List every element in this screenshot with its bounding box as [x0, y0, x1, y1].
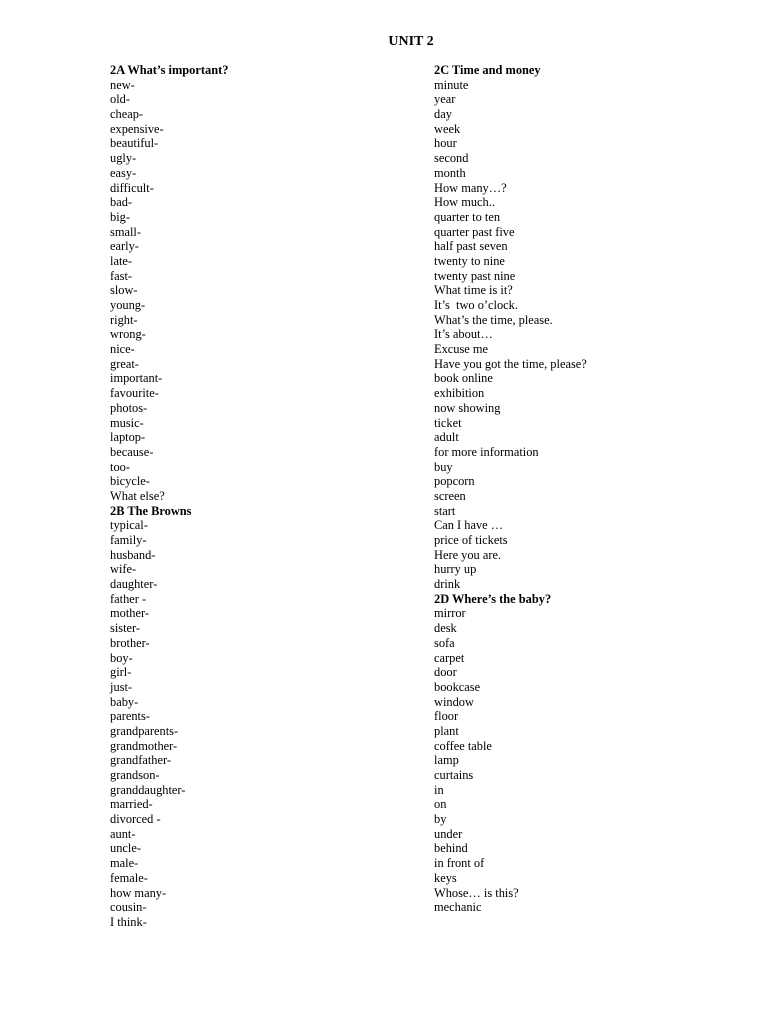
vocabulary-item: twenty to nine	[434, 253, 505, 268]
vocabulary-item: window	[434, 694, 474, 709]
vocabulary-item: cheap-	[110, 107, 144, 122]
vocabulary-item: hurry up	[434, 562, 477, 577]
vocabulary-item: What else?	[110, 488, 165, 503]
vocabulary-item: favourite-	[110, 386, 159, 401]
section-heading: 2C Time and money	[434, 63, 541, 77]
vocabulary-item: Can I have …	[434, 518, 504, 533]
vocabulary-item: It’s two o’clock.	[434, 298, 518, 312]
vocabulary-item: wrong-	[110, 327, 146, 342]
vocabulary-item: plant	[434, 723, 459, 738]
vocabulary-item: in front of	[434, 856, 485, 871]
vocabulary-item: minute	[434, 77, 469, 92]
vocabulary-item: divorced -	[110, 812, 161, 827]
vocabulary-item: twenty past nine	[434, 268, 516, 283]
vocabulary-item: typical-	[110, 518, 148, 533]
vocabulary-item: small-	[110, 224, 141, 239]
vocabulary-item: great-	[110, 356, 139, 371]
vocabulary-item: I think-	[110, 914, 147, 929]
vocabulary-item: now showing	[434, 400, 501, 415]
vocabulary-item: expensive-	[110, 121, 164, 136]
vocabulary-item: It’s about…	[434, 327, 493, 342]
vocabulary-item: old-	[110, 92, 130, 107]
vocabulary-item: behind	[434, 841, 468, 856]
vocabulary-item: Whose… is this?	[434, 885, 519, 900]
vocabulary-item: slow-	[110, 283, 138, 298]
vocabulary-item: bookcase	[434, 679, 481, 694]
vocabulary-item: grandfather-	[110, 753, 171, 768]
vocabulary-item: carpet	[434, 650, 465, 665]
vocabulary-item: big-	[110, 209, 130, 224]
vocabulary-item: floor	[434, 709, 459, 724]
vocabulary-item: month	[434, 165, 466, 180]
vocabulary-item: nice-	[110, 342, 135, 357]
vocabulary-item: uncle-	[110, 841, 141, 856]
vocabulary-item: new-	[110, 77, 135, 92]
vocabulary-item: Here you are.	[434, 547, 502, 562]
page-title: UNIT 2	[388, 34, 434, 49]
vocabulary-item: by	[434, 812, 447, 827]
vocabulary-item: too-	[110, 459, 130, 474]
vocabulary-item: because-	[110, 444, 154, 459]
vocabulary-item: female-	[110, 870, 148, 885]
vocabulary-item: laptop-	[110, 430, 146, 445]
vocabulary-item: screen	[434, 488, 466, 503]
vocabulary-item: hour	[434, 136, 457, 151]
vocabulary-item: wife-	[110, 562, 137, 577]
vocabulary-item: photos-	[110, 400, 148, 415]
vocabulary-item: sister-	[110, 621, 141, 636]
vocabulary-item: under	[434, 826, 463, 841]
vocabulary-item: young-	[110, 298, 146, 312]
vocabulary-item: How much..	[434, 195, 495, 210]
vocabulary-item: buy	[434, 459, 453, 474]
vocabulary-item: brother-	[110, 635, 150, 650]
vocabulary-item: popcorn	[434, 474, 475, 489]
vocabulary-item: baby-	[110, 694, 139, 709]
vocabulary-item: aunt-	[110, 826, 136, 841]
vocabulary-item: lamp	[434, 753, 459, 768]
vocabulary-item: ticket	[434, 415, 462, 430]
vocabulary-item: family-	[110, 533, 147, 547]
vocabulary-item: difficult-	[110, 180, 154, 195]
vocabulary-item: parents-	[110, 709, 150, 724]
vocabulary-item: Excuse me	[434, 342, 489, 357]
right-vocabulary-column	[434, 63, 754, 915]
vocabulary-item: adult	[434, 430, 459, 445]
vocabulary-item: week	[434, 121, 461, 136]
section-heading: 2A What’s important?	[110, 63, 229, 77]
section-heading: 2B The Browns	[110, 503, 192, 518]
vocabulary-item: ugly-	[110, 151, 137, 166]
vocabulary-item: What’s the time, please.	[434, 312, 553, 327]
vocabulary-item: half past seven	[434, 239, 508, 254]
vocabulary-item: boy-	[110, 650, 133, 665]
vocabulary-item: father -	[110, 591, 147, 606]
vocabulary-item: second	[434, 151, 469, 166]
vocabulary-item: mother-	[110, 606, 149, 621]
vocabulary-item: price of tickets	[434, 533, 508, 547]
vocabulary-item: right-	[110, 312, 138, 327]
vocabulary-item: mirror	[434, 606, 466, 621]
vocabulary-item: grandson-	[110, 768, 160, 782]
vocabulary-item: start	[434, 503, 456, 518]
vocabulary-item: quarter to ten	[434, 209, 501, 224]
vocabulary-item: How many…?	[434, 180, 507, 195]
vocabulary-item: beautiful-	[110, 136, 159, 151]
vocabulary-item: book online	[434, 371, 493, 386]
vocabulary-item: year	[434, 92, 456, 107]
vocabulary-item: fast-	[110, 268, 133, 283]
vocabulary-item: music-	[110, 415, 144, 430]
vocabulary-item: cousin-	[110, 900, 147, 915]
vocabulary-item: on	[434, 797, 447, 812]
vocabulary-item: drink	[434, 577, 461, 592]
section-heading: 2D Where’s the baby?	[434, 591, 552, 606]
vocabulary-item: Have you got the time, please?	[434, 356, 587, 371]
vocabulary-item: late-	[110, 253, 133, 268]
vocabulary-item: mechanic	[434, 900, 482, 915]
vocabulary-item: daughter-	[110, 577, 158, 592]
vocabulary-item: sofa	[434, 635, 455, 650]
vocabulary-item: grandparents-	[110, 723, 179, 738]
vocabulary-item: granddaughter-	[110, 782, 186, 797]
vocabulary-item: male-	[110, 856, 139, 871]
vocabulary-item: easy-	[110, 165, 137, 180]
vocabulary-item: how many-	[110, 885, 167, 900]
vocabulary-item: husband-	[110, 547, 156, 562]
vocabulary-item: early-	[110, 239, 139, 254]
left-vocabulary-column	[110, 63, 410, 930]
vocabulary-item: keys	[434, 870, 457, 885]
vocabulary-item: important-	[110, 371, 163, 386]
vocabulary-item: for more information	[434, 444, 539, 459]
vocabulary-item: married-	[110, 797, 153, 812]
vocabulary-item: What time is it?	[434, 283, 513, 298]
vocabulary-item: coffee table	[434, 738, 492, 753]
vocabulary-item: desk	[434, 621, 457, 636]
vocabulary-item: door	[434, 665, 457, 680]
vocabulary-item: girl-	[110, 665, 132, 680]
vocabulary-item: exhibition	[434, 386, 485, 401]
vocabulary-item: grandmother-	[110, 738, 178, 753]
vocabulary-item: bad-	[110, 195, 133, 210]
vocabulary-item: just-	[110, 679, 133, 694]
vocabulary-item: curtains	[434, 768, 474, 782]
vocabulary-item: bicycle-	[110, 474, 150, 489]
vocabulary-item: in	[434, 782, 444, 797]
vocabulary-item: quarter past five	[434, 224, 515, 239]
vocabulary-item: day	[434, 107, 452, 122]
